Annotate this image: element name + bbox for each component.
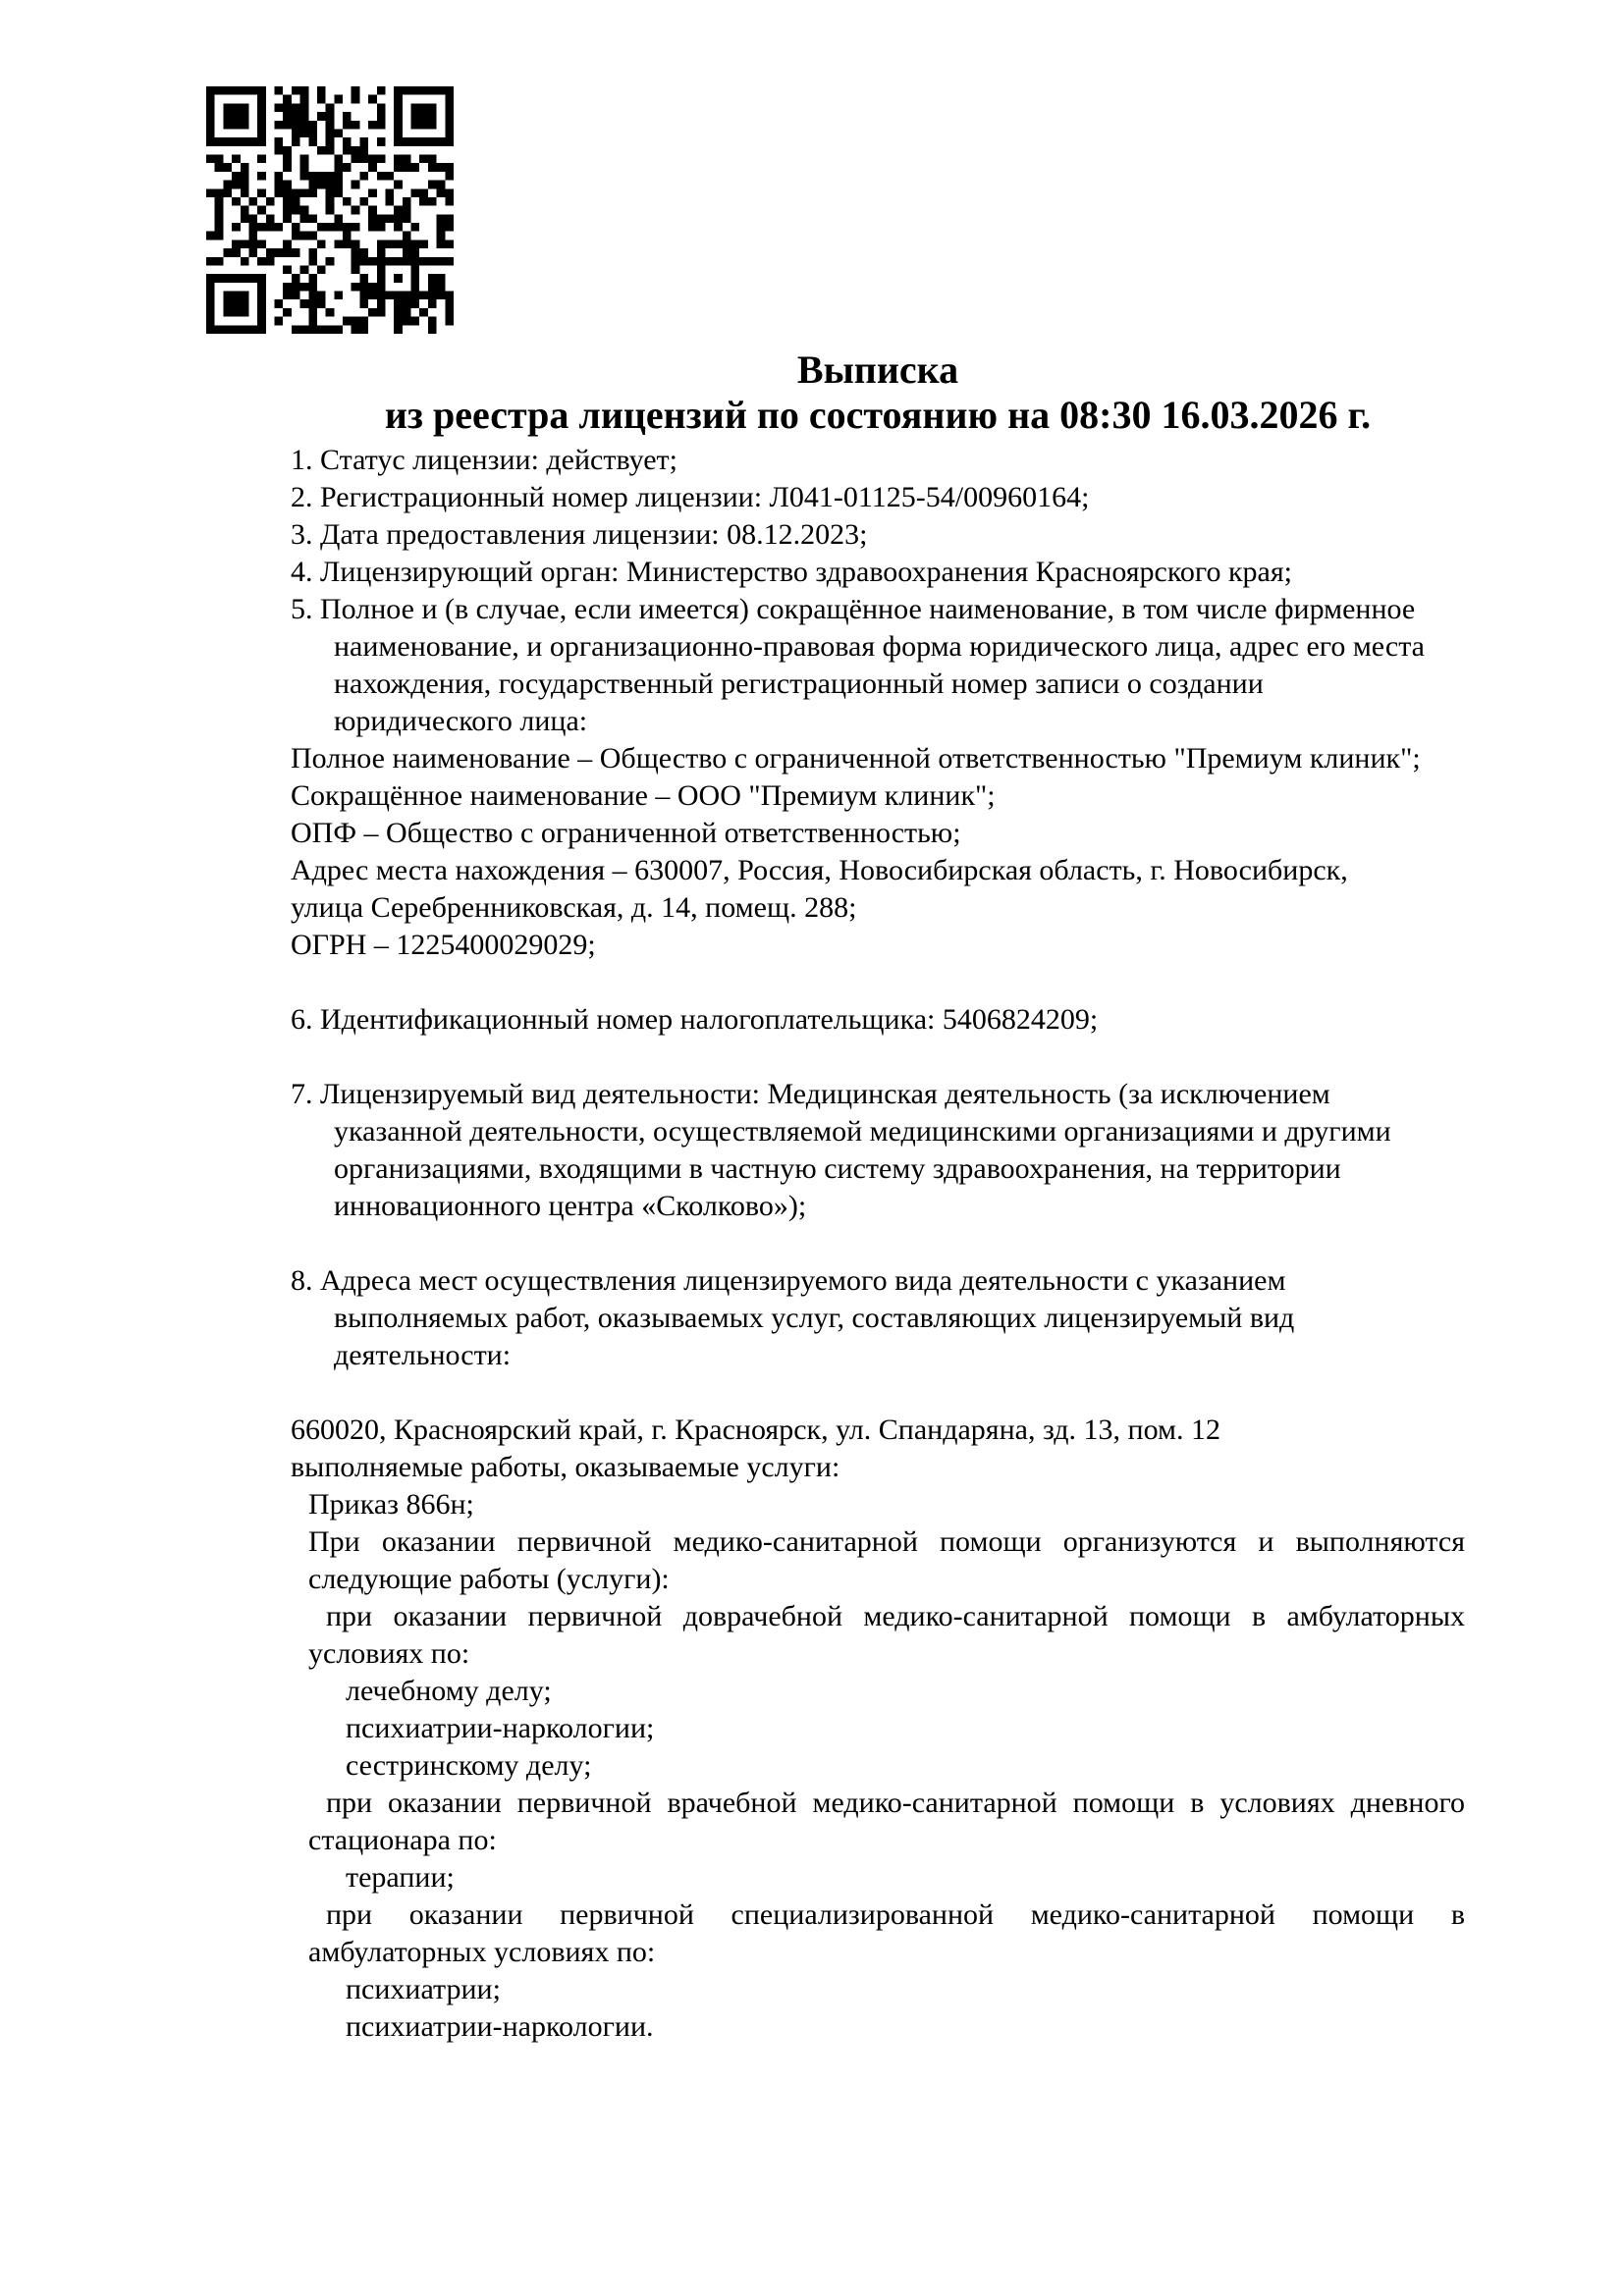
document-header bbox=[291, 347, 1465, 438]
doc-line: деятельности: bbox=[334, 1339, 512, 1371]
line-address: Адрес места нахождения – 630007, Россия, Новосибирская область, г. Новосибирск, bbox=[291, 854, 1348, 886]
line-address-2: улица Серебренниковская, д. 14, помещ. 288; bbox=[291, 891, 857, 924]
list-item: сестринскому делу; bbox=[346, 1749, 592, 1782]
doc-line: при оказании первичной врачебной медико-санитарной помощи в условиях дневного bbox=[326, 1787, 1465, 1819]
doc-line: следующие работы (услуги): bbox=[308, 1563, 670, 1595]
page-subtitle: из реестра лицензий по состоянию на 08:30 16.03.2026 г. bbox=[384, 393, 1372, 437]
line-order: Приказ 866н; bbox=[308, 1488, 474, 1521]
doc-line: условиях по: bbox=[308, 1637, 470, 1670]
doc-line: нахождения, государственный регистрационный номер записи о создании bbox=[334, 667, 1264, 700]
line-activity-type: 7. Лицензируемый вид деятельности: Медицинская деятельность (за исключением bbox=[291, 1078, 1330, 1110]
doc-line: наименование, и организационно-правовая форма юридического лица, адрес его места bbox=[334, 630, 1425, 663]
line-license-date: 3. Дата предоставления лицензии: 08.12.2023; bbox=[291, 518, 868, 551]
doc-line: инновационного центра «Сколково»); bbox=[334, 1190, 807, 1222]
list-item: терапии; bbox=[346, 1861, 455, 1894]
doc-line: 5. Полное и (в случае, если имеется) сокращённое наименование, в том числе фирменное bbox=[291, 593, 1416, 625]
list-item: психиатрии-наркологии. bbox=[346, 2010, 654, 2043]
line-license-status: 1. Статус лицензии: действует; bbox=[291, 444, 677, 476]
line-site-address: 660020, Красноярский край, г. Красноярск, ул. Спандаряна, зд. 13, пом. 12 bbox=[291, 1414, 1220, 1446]
line-inn: 6. Идентификационный номер налогоплательщика: 5406824209; bbox=[291, 1003, 1099, 1036]
doc-line: При оказании первичной медико-санитарной помощи организуются и выполняются bbox=[308, 1525, 1465, 1558]
qr-code-icon bbox=[206, 86, 454, 334]
line-activity-addresses: 8. Адреса мест осуществления лицензируемого вида деятельности с указанием bbox=[291, 1264, 1286, 1297]
page-title: Выписка bbox=[796, 347, 959, 392]
list-item: психиатрии; bbox=[346, 1973, 501, 2005]
doc-line: амбулаторных условиях по: bbox=[308, 1936, 656, 1968]
doc-line: юридического лица: bbox=[334, 705, 588, 737]
line-full-name: Полное наименование – Общество с ограниченной ответственностью "Премиум клиник"; bbox=[291, 742, 1421, 774]
doc-line: выполняемых работ, оказываемых услуг, составляющих лицензируемый вид bbox=[334, 1302, 1295, 1334]
line-legal-form: ОПФ – Общество с ограниченной ответственностью; bbox=[291, 817, 961, 849]
doc-line: организациями, входящими в частную систему здравоохранения, на территории bbox=[334, 1152, 1341, 1185]
doc-line: при оказании первичной доврачебной медико-санитарной помощи в амбулаторных bbox=[326, 1600, 1465, 1632]
line-license-number: 2. Регистрационный номер лицензии: Л041-01125-54/00960164; bbox=[291, 481, 1090, 513]
doc-line: при оказании первичной специализированной медико-санитарной помощи в bbox=[326, 1898, 1465, 1931]
doc-line: указанной деятельности, осуществляемой медицинскими организациями и другими bbox=[334, 1115, 1391, 1148]
line-short-name: Сокращённое наименование – ООО "Премиум клиник"; bbox=[291, 779, 996, 812]
doc-line: стационара по: bbox=[308, 1824, 497, 1856]
list-item: психиатрии-наркологии; bbox=[346, 1712, 655, 1744]
line-ogrn: ОГРН – 1225400029029; bbox=[291, 929, 596, 961]
line-licensing-authority: 4. Лицензирующий орган: Министерство здравоохранения Красноярского края; bbox=[291, 556, 1292, 588]
document-body bbox=[291, 442, 1465, 2046]
list-item: лечебному делу; bbox=[346, 1675, 552, 1707]
line-services-header: выполняемые работы, оказываемые услуги: bbox=[291, 1451, 840, 1483]
